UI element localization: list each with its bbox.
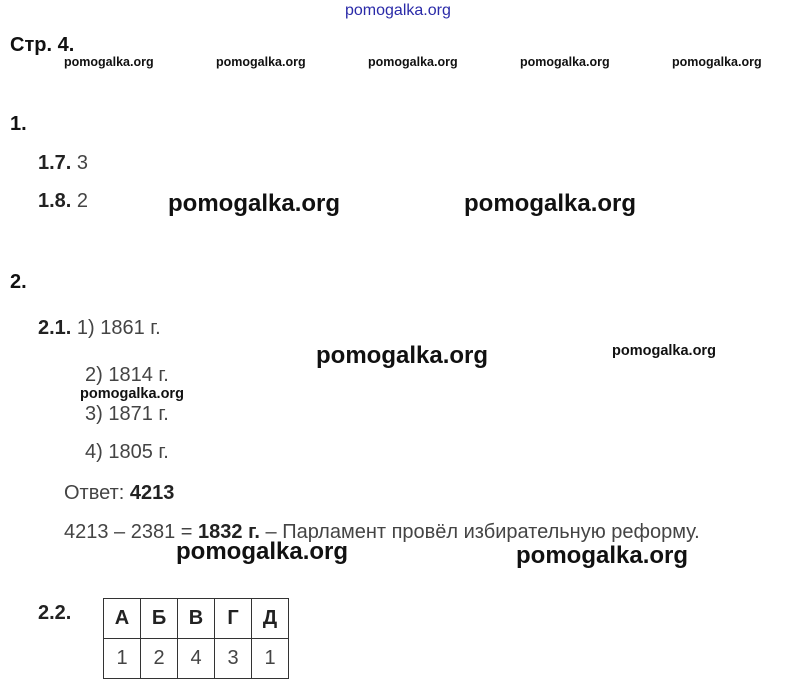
watermark: pomogalka.org: [520, 55, 610, 69]
watermark: pomogalka.org: [464, 190, 637, 217]
task-1-7-label: 1.7.: [38, 152, 72, 174]
watermark: pomogalka.org: [516, 542, 689, 569]
watermark: pomogalka.org: [672, 55, 762, 69]
header-cell: А: [104, 599, 141, 639]
value-cell: 2: [141, 639, 178, 679]
watermark-top: pomogalka.org: [345, 2, 451, 19]
watermark: pomogalka.org: [368, 55, 458, 69]
calc-suffix: – Парламент провёл избирательную реформу.: [265, 521, 700, 543]
watermark: pomogalka.org: [216, 55, 306, 69]
task-2-1-option-4: 4) 1805 г.: [85, 441, 169, 463]
header-cell: В: [178, 599, 215, 639]
task-1-7-answer: 3: [76, 152, 89, 174]
task-2-1-calculation: [64, 521, 700, 544]
section-1-number: 1.: [10, 113, 27, 135]
watermark: pomogalka.org: [64, 55, 154, 69]
task-2-1-answer: [64, 482, 174, 505]
answer-value: 4213: [129, 482, 175, 504]
task-2-1-option-1: 1) 1861 г.: [76, 317, 161, 339]
task-1-8-answer: 2: [76, 190, 89, 212]
answer-table-value-row: [104, 639, 289, 679]
task-1-8-label: 1.8.: [38, 190, 72, 212]
value-cell: 3: [215, 639, 252, 679]
value-cell: 1: [252, 639, 289, 679]
answer-prefix: Ответ:: [64, 482, 125, 504]
task-1-8: [38, 190, 88, 213]
answer-table: [103, 598, 289, 679]
header-cell: Г: [215, 599, 252, 639]
value-cell: 4: [178, 639, 215, 679]
value-cell: 1: [104, 639, 141, 679]
watermark: pomogalka.org: [316, 342, 489, 369]
page-heading: Стр. 4.: [10, 34, 75, 56]
watermark: pomogalka.org: [80, 386, 184, 402]
task-2-1: [38, 317, 161, 340]
task-2-1-option-3: 3) 1871 г.: [85, 403, 169, 425]
task-2-1-label: 2.1.: [38, 317, 72, 339]
calc-prefix: 4213 – 2381 =: [64, 521, 193, 543]
answer-table-header-row: [104, 599, 289, 639]
watermark: pomogalka.org: [168, 190, 341, 217]
watermark: pomogalka.org: [176, 538, 349, 565]
task-1-7: [38, 152, 88, 175]
watermark: pomogalka.org: [612, 343, 716, 359]
header-cell: Д: [252, 599, 289, 639]
section-2-number: 2.: [10, 271, 27, 293]
task-2-2-label: 2.2.: [38, 602, 72, 624]
header-cell: Б: [141, 599, 178, 639]
calc-result: 1832 г.: [198, 521, 260, 543]
task-2-1-option-2: 2) 1814 г.: [85, 364, 169, 386]
